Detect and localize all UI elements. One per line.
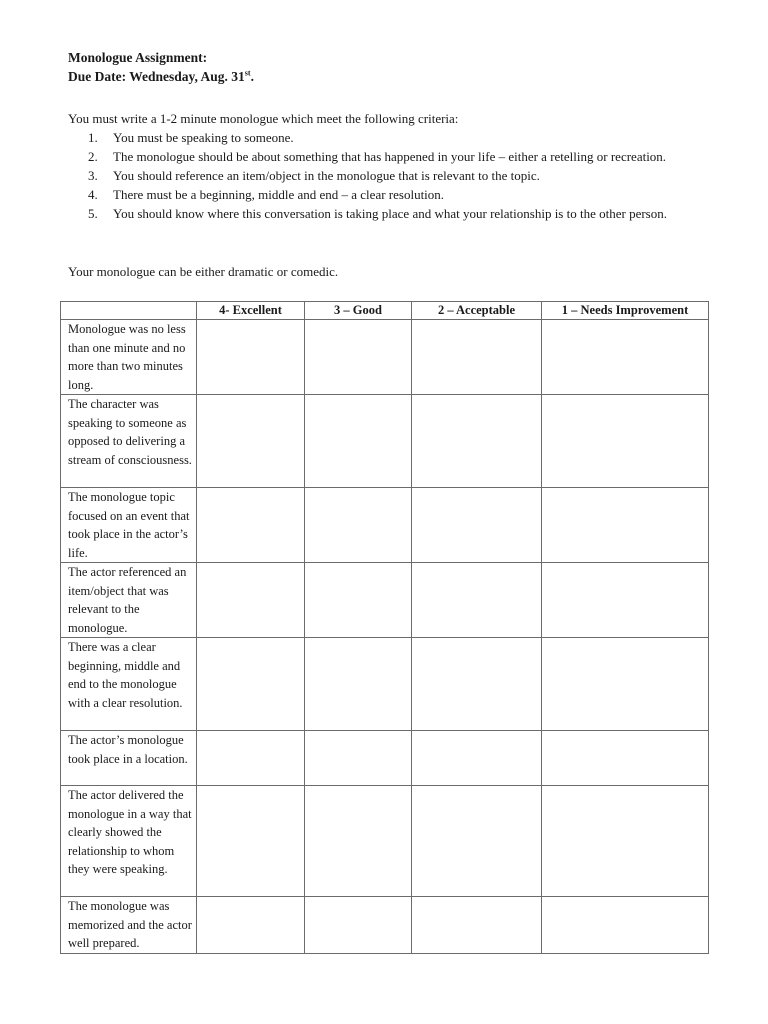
due-date xyxy=(68,67,254,86)
due-date-text: Due Date: Wednesday, Aug. 31 xyxy=(68,69,245,84)
rubric-table xyxy=(60,301,709,954)
score-cell-excellent[interactable] xyxy=(197,786,305,897)
rubric-header-acceptable: 2 – Acceptable xyxy=(412,302,542,320)
rubric-criterion: The monologue was memorized and the actor well prepared. xyxy=(61,897,197,954)
due-date-end: . xyxy=(250,69,254,84)
criteria-intro: You must write a 1-2 minute monologue which meet the following criteria: xyxy=(68,111,459,126)
rubric-criterion: The actor referenced an item/object that was relevant to the monologue. xyxy=(61,563,197,638)
score-cell-good[interactable] xyxy=(305,488,412,563)
due-date-suffix: st xyxy=(244,68,251,78)
rubric-criterion: Monologue was no less than one minute and no more than two minutes long. xyxy=(61,320,197,395)
rubric-header-excellent: 4- Excellent xyxy=(197,302,305,320)
score-cell-acceptable[interactable] xyxy=(412,488,542,563)
score-cell-excellent[interactable] xyxy=(197,563,305,638)
closing-note: Your monologue can be either dramatic or comedic. xyxy=(68,264,339,279)
criteria-text: The monologue should be about something that has happened in your life – either a retelling or recreation. xyxy=(113,149,667,164)
score-cell-acceptable[interactable] xyxy=(412,786,542,897)
criteria-item xyxy=(68,185,708,204)
criteria-number: 2. xyxy=(88,149,98,164)
score-cell-acceptable[interactable] xyxy=(412,731,542,786)
score-cell-excellent[interactable] xyxy=(197,731,305,786)
score-cell-acceptable[interactable] xyxy=(412,320,542,395)
criteria-number: 4. xyxy=(88,187,98,202)
criteria-text: You should reference an item/object in the monologue that is relevant to the topic. xyxy=(113,168,540,183)
score-cell-needs-improvement[interactable] xyxy=(542,731,709,786)
rubric-row xyxy=(61,563,709,638)
score-cell-excellent[interactable] xyxy=(197,320,305,395)
rubric-row xyxy=(61,395,709,488)
score-cell-acceptable[interactable] xyxy=(412,638,542,731)
criteria-text: You must be speaking to someone. xyxy=(113,130,294,145)
score-cell-needs-improvement[interactable] xyxy=(542,897,709,954)
score-cell-excellent[interactable] xyxy=(197,488,305,563)
score-cell-needs-improvement[interactable] xyxy=(542,638,709,731)
score-cell-excellent[interactable] xyxy=(197,395,305,488)
score-cell-needs-improvement[interactable] xyxy=(542,563,709,638)
assignment-title: Monologue Assignment: xyxy=(68,50,208,65)
rubric-header-row xyxy=(61,302,709,320)
score-cell-excellent[interactable] xyxy=(197,638,305,731)
criteria-number: 3. xyxy=(88,168,98,183)
score-cell-needs-improvement[interactable] xyxy=(542,395,709,488)
rubric-row xyxy=(61,897,709,954)
criteria-item xyxy=(68,147,708,166)
rubric-header-criteria xyxy=(61,302,197,320)
rubric-criterion: The character was speaking to someone as opposed to delivering a stream of consciousness. xyxy=(61,395,197,488)
score-cell-needs-improvement[interactable] xyxy=(542,488,709,563)
rubric-header-needs-improvement: 1 – Needs Improvement xyxy=(542,302,709,320)
score-cell-good[interactable] xyxy=(305,786,412,897)
rubric-row xyxy=(61,638,709,731)
criteria-item xyxy=(68,166,708,185)
criteria-text: You should know where this conversation is taking place and what your relationship is to the other person. xyxy=(113,206,667,221)
score-cell-good[interactable] xyxy=(305,563,412,638)
rubric-row xyxy=(61,488,709,563)
rubric-criterion: The actor’s monologue took place in a location. xyxy=(61,731,197,786)
score-cell-excellent[interactable] xyxy=(197,897,305,954)
score-cell-acceptable[interactable] xyxy=(412,897,542,954)
criteria-text: There must be a beginning, middle and end – a clear resolution. xyxy=(113,187,445,202)
criteria-item xyxy=(68,128,708,147)
score-cell-good[interactable] xyxy=(305,320,412,395)
criteria-number: 5. xyxy=(88,206,98,221)
score-cell-good[interactable] xyxy=(305,395,412,488)
rubric-header-good: 3 – Good xyxy=(305,302,412,320)
criteria-list xyxy=(68,128,708,223)
rubric-criterion: The monologue topic focused on an event that took place in the actor’s life. xyxy=(61,488,197,563)
rubric-criterion: There was a clear beginning, middle and end to the monologue with a clear resolution. xyxy=(61,638,197,731)
score-cell-acceptable[interactable] xyxy=(412,395,542,488)
rubric-criterion: The actor delivered the monologue in a way that clearly showed the relationship to whom they were speaking. xyxy=(61,786,197,897)
score-cell-needs-improvement[interactable] xyxy=(542,320,709,395)
score-cell-needs-improvement[interactable] xyxy=(542,786,709,897)
score-cell-good[interactable] xyxy=(305,897,412,954)
rubric-row xyxy=(61,731,709,786)
score-cell-acceptable[interactable] xyxy=(412,563,542,638)
criteria-item xyxy=(68,204,708,223)
rubric-row xyxy=(61,786,709,897)
score-cell-good[interactable] xyxy=(305,638,412,731)
rubric-row xyxy=(61,320,709,395)
score-cell-good[interactable] xyxy=(305,731,412,786)
criteria-number: 1. xyxy=(88,130,98,145)
